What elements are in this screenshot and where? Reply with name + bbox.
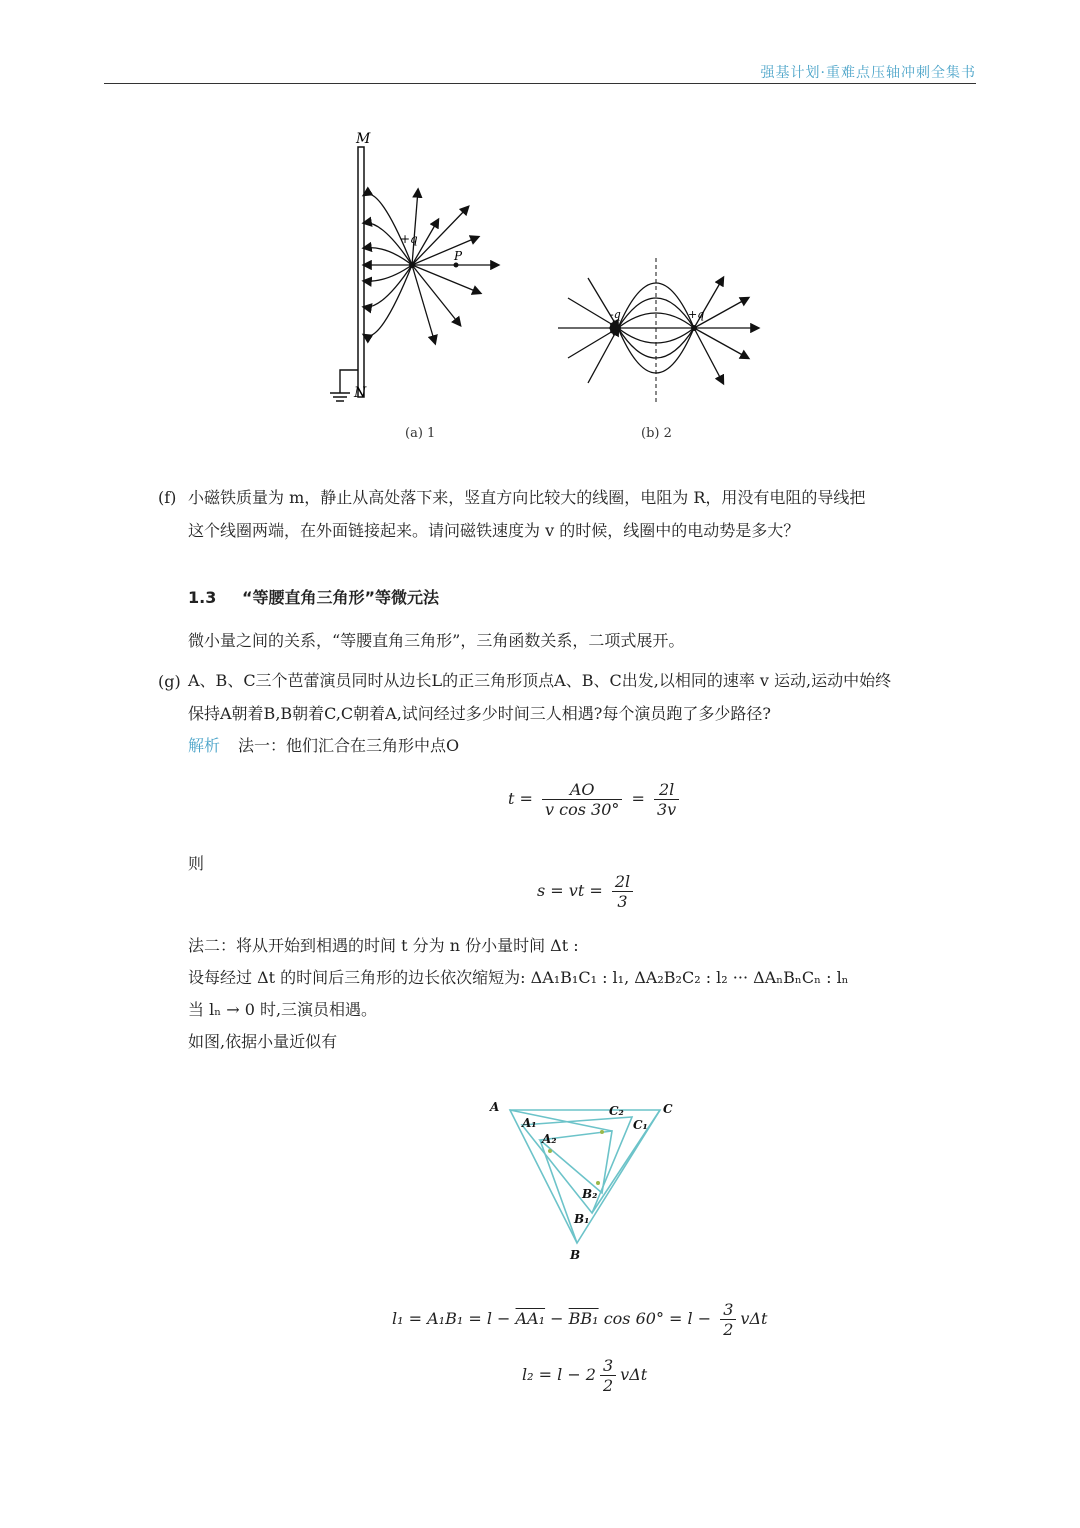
eq1-lhs: t = (508, 789, 533, 808)
section-number: 1.3 (188, 588, 217, 607)
solution-method1: 法一：他们汇合在三角形中点O (238, 736, 460, 755)
solution-method2: 法二：将从开始到相遇的时间 t 分为 n 份小量时间 Δt : (188, 936, 579, 955)
tri-label-C: C (663, 1102, 673, 1116)
eq3-frac-num: 3 (720, 1300, 736, 1320)
caption-fig1: (a) 1 (405, 426, 436, 441)
problem-f-label: (f) (158, 488, 177, 507)
eq3-aa1: AA₁ (515, 1309, 546, 1328)
tri-label-C1: C₁ (633, 1118, 648, 1132)
tri-label-A1: A₁ (522, 1116, 537, 1130)
equation-distance (537, 872, 637, 911)
figure-triangle-pursuit (482, 1095, 692, 1265)
solution-meet: 当 lₙ → 0 时,三演员相遇。 (188, 1000, 378, 1019)
label-pos-charge: +q (688, 308, 705, 321)
tri-label-B1: B₁ (574, 1212, 590, 1226)
eq1-frac2-num: 2l (654, 780, 679, 800)
label-neg-charge: -q (610, 308, 621, 321)
equation-l1 (392, 1300, 767, 1339)
eq2-frac-num: 2l (612, 872, 633, 892)
problem-f-line1: 小磁铁质量为 m，静止从高处落下来，竖直方向比较大的线圈，电阻为 R，用没有电阻的导线把 (188, 488, 866, 507)
eq1-frac1-den: v cos 30° (545, 800, 620, 819)
problem-g-line1: A、B、C三个芭蕾演员同时从边长L的正三角形顶点A、B、C出发,以相同的速率 v 运动,运动中始终 (188, 671, 892, 690)
eq1-frac1 (542, 780, 622, 819)
solution-tag: 解析 (188, 736, 221, 755)
tri-label-B: B (570, 1248, 581, 1262)
header-rule (104, 83, 976, 84)
eq3-minus: − (550, 1309, 564, 1328)
eq4-frac (600, 1356, 616, 1395)
solution-fig-intro: 如图,依据小量近似有 (188, 1032, 338, 1051)
eq1-frac2-den: 3v (656, 800, 677, 819)
eq4-frac-num: 3 (600, 1356, 616, 1376)
tri-label-C2: C₂ (609, 1104, 624, 1118)
eq4-frac-den: 2 (602, 1376, 614, 1395)
tri-label-A2: A₂ (542, 1132, 557, 1146)
eq3-part1: l₁ = A₁B₁ = l − (392, 1309, 511, 1328)
header-title: 强基计划·重难点压轴冲刺全集书 (760, 65, 976, 81)
label-M: M (356, 131, 371, 147)
eq3-frac (720, 1300, 736, 1339)
section-heading (188, 585, 439, 608)
page-header (0, 0, 1080, 90)
solution-shrink: 设每经过 Δt 的时间后三角形的边长依次缩短为: ΔA₁B₁C₁ : l₁, ΔA₂B₂C₂ : l₂ ··· ΔAₙBₙCₙ : lₙ (188, 968, 849, 987)
section-title: “等腰直角三角形”等微元法 (242, 588, 440, 607)
solution-method1-line (188, 730, 978, 761)
eq2-frac (612, 872, 633, 911)
problem-f-line2: 这个线圈两端，在外面链接起来。请问磁铁速度为 v 的时候，线圈中的电动势是多大？ (188, 521, 800, 540)
problem-g-label: (g) (158, 672, 181, 691)
figure-charge-plate (320, 125, 520, 415)
eq4-part1: l₂ = l − 2 (522, 1365, 596, 1384)
eq3-frac-den: 2 (723, 1320, 734, 1339)
solution-then: 则 (188, 854, 205, 873)
eq3-tail: vΔt (740, 1309, 768, 1328)
label-charge: +q (400, 232, 418, 246)
eq2-frac-den: 3 (617, 892, 628, 911)
label-N: N (354, 385, 367, 401)
equation-l2 (522, 1356, 647, 1395)
section-intro: 微小量之间的关系，“等腰直角三角形”，三角函数关系，二项式展开。 (188, 631, 685, 650)
eq1-equals: = (631, 789, 645, 808)
problem-g-line2: 保持A朝着B,B朝着C,C朝着A,试问经过多少时间三人相遇?每个演员跑了多少路径? (188, 704, 771, 723)
caption-fig2: (b) 2 (641, 426, 672, 441)
eq2-lhs: s = vt = (537, 881, 603, 900)
eq3-part2: cos 60° = l − (603, 1309, 712, 1328)
equation-time (508, 780, 683, 819)
eq1-frac1-num: AO (542, 780, 622, 800)
figure-dipole (548, 248, 768, 408)
eq1-frac2 (654, 780, 679, 819)
tri-label-A: A (490, 1100, 500, 1114)
eq3-bb1: BB₁ (568, 1309, 599, 1328)
label-P: P (454, 249, 463, 263)
eq4-tail: vΔt (620, 1365, 648, 1384)
tri-label-B2: B₂ (582, 1187, 598, 1201)
